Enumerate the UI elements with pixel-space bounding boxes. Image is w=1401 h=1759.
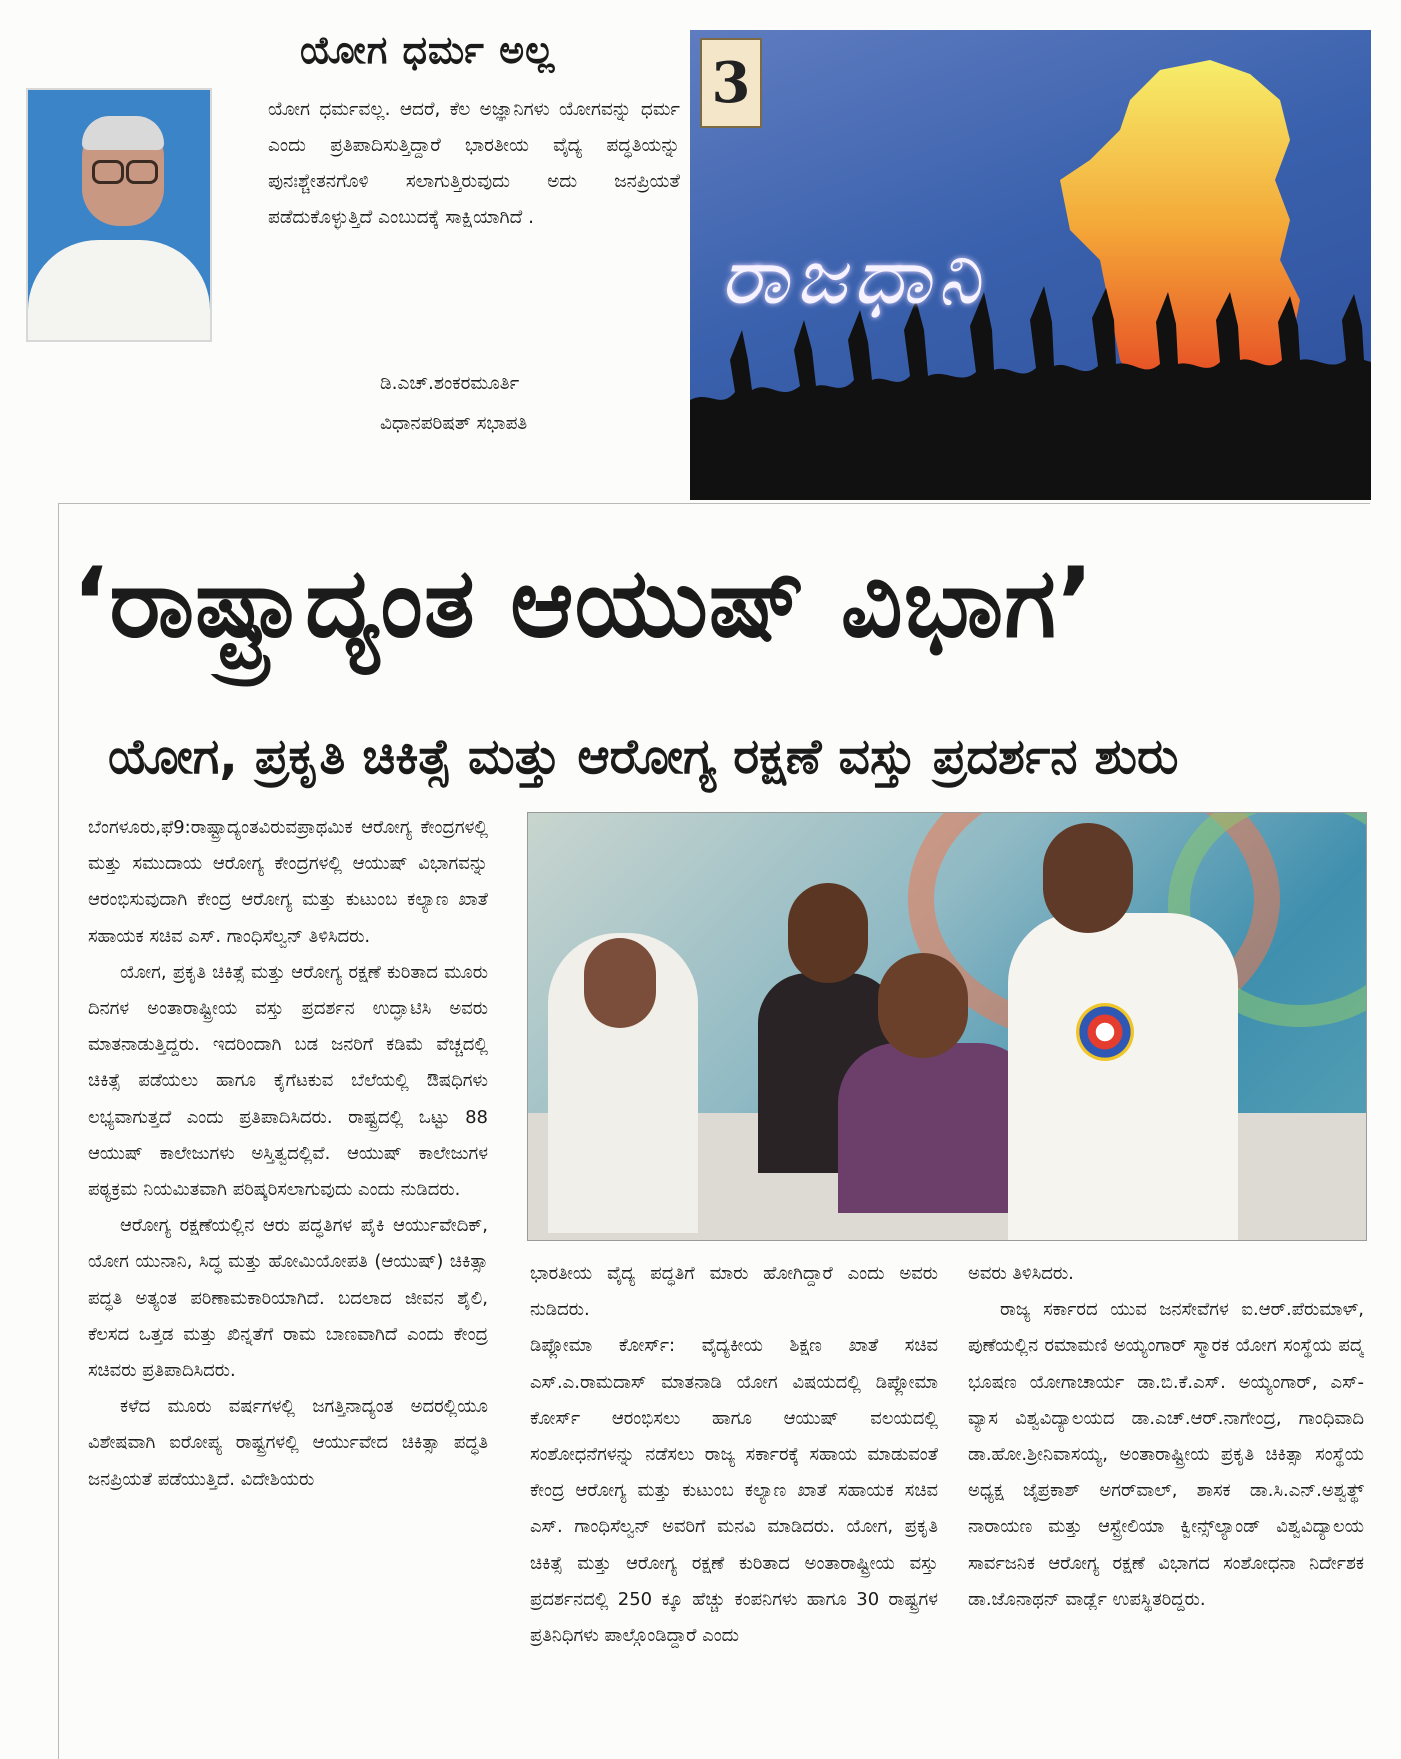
paragraph: ರಾಜ್ಯ ಸರ್ಕಾರದ ಯುವ ಜನಸೇವೆಗಳ ಐ.ಆರ್.ಪೆರುಮಾಳ್, ಪುಣೆಯಲ್ಲಿನ ರಮಾಮಣಿ ಅಯ್ಯಂಗಾರ್ ಸ್ಮಾರಕ ಯೋಗ ಸಂಸ್ಥೆಯ ಪದ್ಮ ಭೂಷಣ ಯೋಗಾಚಾರ್ಯ ಡಾ.ಬಿ.ಕೆ.ಎಸ್. ಅಯ್ಯಂಗಾರ್, ಎಸ್-ವ್ಯಾಸ ವಿಶ್ವವಿದ್ಯಾಲಯದ ಡಾ.ಎಚ್.ಆರ್.ನಾಗೇಂದ್ರ, ಗಾಂಧಿವಾದಿ ಡಾ.ಹೋ.ಶ್ರೀನಿವಾಸಯ್ಯ, ಅಂತಾರಾಷ್ಟ್ರೀಯ ಪ್ರಕೃತಿ ಚಿಕಿತ್ಸಾ ಸಂಸ್ಥೆಯ ಅಧ್ಯಕ್ಷ ಜೈಪ್ರಕಾಶ್ ಅಗರ್‌ವಾಲ್, ಶಾಸಕ ಡಾ.ಸಿ.ಎನ್.ಅಶ್ವತ್ಥ್ ನಾರಾಯಣ ಮತ್ತು ಆಸ್ಟ್ರೇಲಿಯಾ ಕ್ವೀನ್ಸ್‌ಲ್ಯಾಂಡ್ ವಿಶ್ವವಿದ್ಯಾಲಯ ಸಾರ್ವಜನಿಕ ಆರೋಗ್ಯ ರಕ್ಷಣೆ ವಿಭಾಗದ ಸಂಶೋಧನಾ ನಿರ್ದೇಶಕ ಡಾ.ಜೊನಾಥನ್ ವಾರ್ಡ್ಲೆ ಉಪಸ್ಥಿತರಿದ್ದರು. bbox=[968, 1299, 1364, 1610]
paragraph: ಆರೋಗ್ಯ ರಕ್ಷಣೆಯಲ್ಲಿನ ಆರು ಪದ್ಧತಿಗಳ ಪೈಕಿ ಆರ್ಯುವೇದಿಕ್, ಯೋಗ ಯುನಾನಿ, ಸಿದ್ಧ ಮತ್ತು ಹೋಮಿಯೋಪತಿ (ಆಯುಷ್) ಚಿಕಿತ್ಸಾ ಪದ್ಧತಿ ಅತ್ಯಂತ ಪರಿಣಾಮಕಾರಿಯಾಗಿದೆ. ಬದಲಾದ ಜೀವನ ಶೈಲಿ, ಕೆಲಸದ ಒತ್ತಡ ಮತ್ತು ಖಿನ್ನತೆಗೆ ರಾಮ ಬಾಣವಾಗಿದೆ ಎಂದು ಕೇಂದ್ರ ಸಚಿವರು ಪ್ರತಿಪಾದಿಸಿದರು. bbox=[88, 1215, 488, 1382]
banner-title: ರಾಜಧಾನಿ bbox=[720, 232, 987, 322]
column-title: ಯೋಗ ಧರ್ಮ ಅಲ್ಲ bbox=[300, 28, 556, 72]
photo-person-standing-head bbox=[1043, 823, 1133, 933]
portrait-shirt bbox=[28, 240, 210, 342]
article-column-3 bbox=[968, 1256, 1364, 1746]
paragraph: ಭಾರತೀಯ ವೈದ್ಯ ಪದ್ಧತಿಗೆ ಮಾರು ಹೋಗಿದ್ದಾರೆ ಎಂದು ಅವರು ನುಡಿದರು. bbox=[530, 1263, 938, 1321]
column-rule bbox=[58, 503, 59, 1759]
author-portrait bbox=[26, 88, 212, 342]
photo-person-woman-head bbox=[788, 883, 868, 983]
photo-person-standing bbox=[1008, 913, 1238, 1241]
photo-person-left-head bbox=[584, 938, 656, 1028]
column-designation: ವಿಧಾನಪರಿಷತ್ ಸಭಾಪತಿ bbox=[380, 413, 528, 434]
section-divider bbox=[58, 503, 1370, 504]
article-headline: ‘ರಾಷ್ಟ್ರಾದ್ಯಂತ ಆಯುಷ್ ವಿಭಾಗ’ bbox=[72, 547, 1095, 659]
portrait-glasses-left bbox=[92, 160, 124, 184]
portrait-hair bbox=[82, 116, 164, 150]
paragraph: ಡಿಪ್ಲೋಮಾ ಕೋರ್ಸ್: ವೈದ್ಯಕೀಯ ಶಿಕ್ಷಣ ಖಾತೆ ಸಚಿವ ಎಸ್.ಎ.ರಾಮದಾಸ್ ಮಾತನಾಡಿ ಯೋಗ ವಿಷಯದಲ್ಲಿ ಡಿಪ್ಲೋಮಾ ಕೋರ್ಸ್ ಆರಂಭಿಸಲು ಹಾಗೂ ಆಯುಷ್ ವಲಯದಲ್ಲಿ ಸಂಶೋಧನೆಗಳನ್ನು ನಡೆಸಲು ರಾಜ್ಯ ಸರ್ಕಾರಕ್ಕೆ ಸಹಾಯ ಮಾಡುವಂತೆ ಕೇಂದ್ರ ಆರೋಗ್ಯ ಮತ್ತು ಕುಟುಂಬ ಕಲ್ಯಾಣ ಖಾತೆ ಸಹಾಯಕ ಸಚಿವ ಎಸ್. ಗಾಂಧಿಸೆಲ್ವನ್ ಅವರಿಗೆ ಮನವಿ ಮಾಡಿದರು. ಯೋಗ, ಪ್ರಕೃತಿ ಚಿಕಿತ್ಸೆ ಮತ್ತು ಆರೋಗ್ಯ ರಕ್ಷಣೆ ಕುರಿತಾದ ಅಂತಾರಾಷ್ಟ್ರೀಯ ವಸ್ತು ಪ್ರದರ್ಶನದಲ್ಲಿ 250 ಕ್ಕೂ ಹೆಚ್ಚು ಕಂಪನಿಗಳು ಹಾಗೂ 30 ರಾಷ್ಟ್ರಗಳ ಪ್ರತಿನಿಧಿಗಳು ಪಾಲ್ಗೊಂಡಿದ್ದಾರೆ ಎಂದು bbox=[530, 1335, 938, 1647]
event-photo bbox=[527, 812, 1367, 1241]
paragraph: ಕಳೆದ ಮೂರು ವರ್ಷಗಳಲ್ಲಿ ಜಗತ್ತಿನಾದ್ಯಂತ ಅದರಲ್ಲಿಯೂ ವಿಶೇಷವಾಗಿ ಐರೋಪ್ಯ ರಾಷ್ಟ್ರಗಳಲ್ಲಿ ಆರ್ಯುವೇದ ಚಿಕಿತ್ಸಾ ಪದ್ಧತಿ ಜನಪ್ರಿಯತೆ ಪಡೆಯುತ್ತಿದೆ. ವಿದೇಶಿಯರು bbox=[88, 1396, 488, 1490]
column-signature bbox=[380, 364, 680, 444]
paragraph: ಯೋಗ, ಪ್ರಕೃತಿ ಚಿಕಿತ್ಸೆ ಮತ್ತು ಆರೋಗ್ಯ ರಕ್ಷಣೆ ಕುರಿತಾದ ಮೂರು ದಿನಗಳ ಅಂತಾರಾಷ್ಟ್ರೀಯ ವಸ್ತು ಪ್ರದರ್ಶನ ಉದ್ಘಾಟಿಸಿ ಅವರು ಮಾತನಾಡುತ್ತಿದ್ದರು. ಇದರಿಂದಾಗಿ ಬಡ ಜನರಿಗೆ ಕಡಿಮೆ ವೆಚ್ಚದಲ್ಲಿ ಚಿಕಿತ್ಸೆ ಪಡೆಯಲು ಹಾಗೂ ಕೈಗೆಟಕುವ ಬೆಲೆಯಲ್ಲಿ ಔಷಧಿಗಳು ಲಭ್ಯವಾಗುತ್ತದೆ ಎಂದು ಪ್ರತಿಪಾದಿಸಿದರು. ರಾಷ್ಟ್ರದಲ್ಲಿ ಒಟ್ಟು 88 ಆಯುಷ್ ಕಾಲೇಜುಗಳು ಅಸ್ತಿತ್ವದಲ್ಲಿವೆ. ಆಯುಷ್ ಕಾಲೇಜುಗಳ ಪಠ್ಯಕ್ರಮ ನಿಯಮಿತವಾಗಿ ಪರಿಷ್ಕರಿಸಲಾಗುವುದು ಎಂದು ನುಡಿದರು. bbox=[88, 961, 488, 1201]
photo-person-seated-head bbox=[878, 953, 968, 1058]
article-column-2 bbox=[530, 1256, 938, 1746]
rosette-badge bbox=[1076, 1003, 1134, 1061]
paragraph: ಅವರು ತಿಳಿಸಿದರು. bbox=[968, 1263, 1074, 1284]
paragraph: ಬೆಂಗಳೂರು,ಫೆ9:ರಾಷ್ಟ್ರಾದ್ಯಂತವಿರುವಪ್ರಾಥಮಿಕ ಆರೋಗ್ಯ ಕೇಂದ್ರಗಳಲ್ಲಿ ಮತ್ತು ಸಮುದಾಯ ಆರೋಗ್ಯ ಕೇಂದ್ರಗಳಲ್ಲಿ ಆಯುಷ್ ವಿಭಾಗವನ್ನು ಆರಂಭಿಸುವುದಾಗಿ ಕೇಂದ್ರ ಆರೋಗ್ಯ ಮತ್ತು ಕುಟುಂಬ ಕಲ್ಯಾಣ ಖಾತೆ ಸಹಾಯಕ ಸಚಿವ ಎಸ್. ಗಾಂಧಿಸೆಲ್ವನ್ ತಿಳಿಸಿದರು. bbox=[88, 817, 488, 947]
column-body: ಯೋಗ ಧರ್ಮವಲ್ಲ. ಆದರೆ, ಕೆಲ ಅಜ್ಞಾನಿಗಳು ಯೋಗವನ್ನು ಧರ್ಮ ಎಂದು ಪ್ರತಿಪಾದಿಸುತ್ತಿದ್ದಾರೆ ಭಾರತೀಯ ವೈದ್ಯ ಪದ್ಧತಿಯನ್ನು ಪುನಃಶ್ಚೇತನಗೊಳಿ ಸಲಾಗುತ್ತಿರುವುದು ಅದು ಜನಪ್ರಿಯತೆ ಪಡೆದುಕೊಳ್ಳುತ್ತಿದೆ ಎಂಬುದಕ್ಕೆ ಸಾಕ್ಷಿಯಾಗಿದೆ . bbox=[268, 99, 680, 228]
article-column-1 bbox=[88, 810, 488, 1750]
portrait-glasses-right bbox=[126, 160, 158, 184]
column-author: ಡಿ.ಎಚ್.ಶಂಕರಮೂರ್ತಿ bbox=[380, 373, 520, 394]
page-number: 3 bbox=[700, 38, 762, 128]
article-subheadline: ಯೋಗ, ಪ್ರಕೃತಿ ಚಿಕಿತ್ಸೆ ಮತ್ತು ಆರೋಗ್ಯ ರಕ್ಷಣೆ ವಸ್ತು ಪ್ರದರ್ಶನ ಶುರು bbox=[108, 728, 1179, 785]
